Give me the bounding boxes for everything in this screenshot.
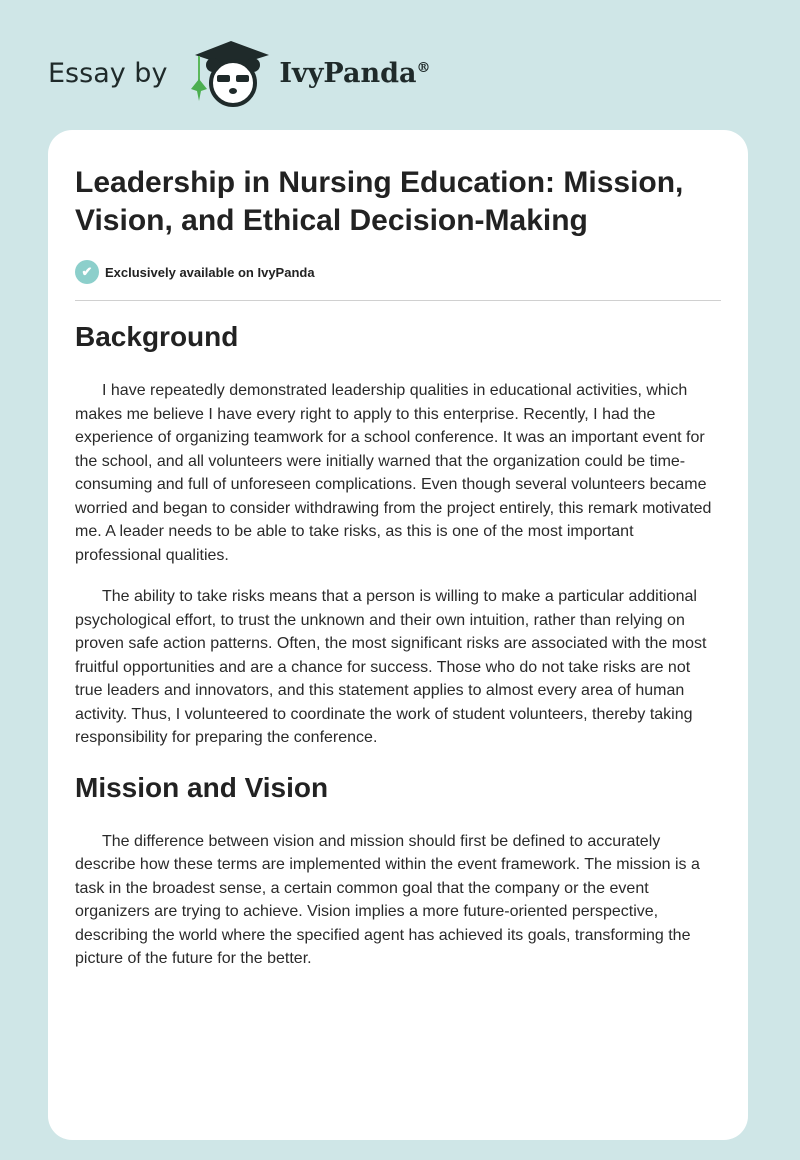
ivypanda-logo[interactable] <box>187 37 430 109</box>
divider <box>75 300 721 301</box>
paragraph: The ability to take risks means that a person is willing to make a particular additional psychological effort, to trust the unknown and their own intuition, rather than relying on proven safe action patterns. Often, the most significant risks are associated with the most fruitful opportunities and are a chance for success. Those who do not take risks are not true leaders and innovators, and this statement applies to almost every area of human activity. Thus, I volunteered to coordinate the work of student volunteers, thereby taking responsibility for preparing the conference. <box>75 588 707 746</box>
section-mission-vision <box>75 768 721 971</box>
section-background <box>75 317 721 750</box>
exclusive-badge <box>75 260 721 284</box>
essay-card <box>48 130 748 1140</box>
section-heading: Mission and Vision <box>75 771 329 803</box>
section-heading: Background <box>75 321 239 352</box>
brand-name: IvyPanda® <box>279 57 431 89</box>
check-icon: ✔ <box>75 260 99 284</box>
essay-title: Leadership in Nursing Education: Mission, Vision, and Ethical Decision-Making <box>75 166 684 237</box>
paragraph: I have repeatedly demonstrated leadership qualities in educational activities, which makes me believe I have every right to apply to this enterprise. Recently, I had the experience of organizing teamwork for a school conference. It was an important event for the school, and all volunteers were initially warned that the organization could be time-consuming and full of unforeseen complications. Even though several volunteers became worried and began to consider withdrawing from the project entirely, this remark motivated me. A leader needs to be able to take risks, as this is one of the most important professional qualities. <box>75 382 712 564</box>
paragraph: The difference between vision and mission should first be defined to accurately describe how these terms are implemented within the event framework. The mission is a task in the broadest sense, a certain common goal that the company or the event organizers are trying to achieve. Vision implies a more future-oriented perspective, describing the world where the specified agent has achieved its goals, transforming the picture of the future for the better. <box>75 832 700 967</box>
essay-by-label: Essay by <box>48 57 168 89</box>
exclusive-badge-label: Exclusively available on IvyPanda <box>105 264 315 280</box>
panda-mascot-icon <box>187 37 273 109</box>
site-header <box>48 36 431 110</box>
